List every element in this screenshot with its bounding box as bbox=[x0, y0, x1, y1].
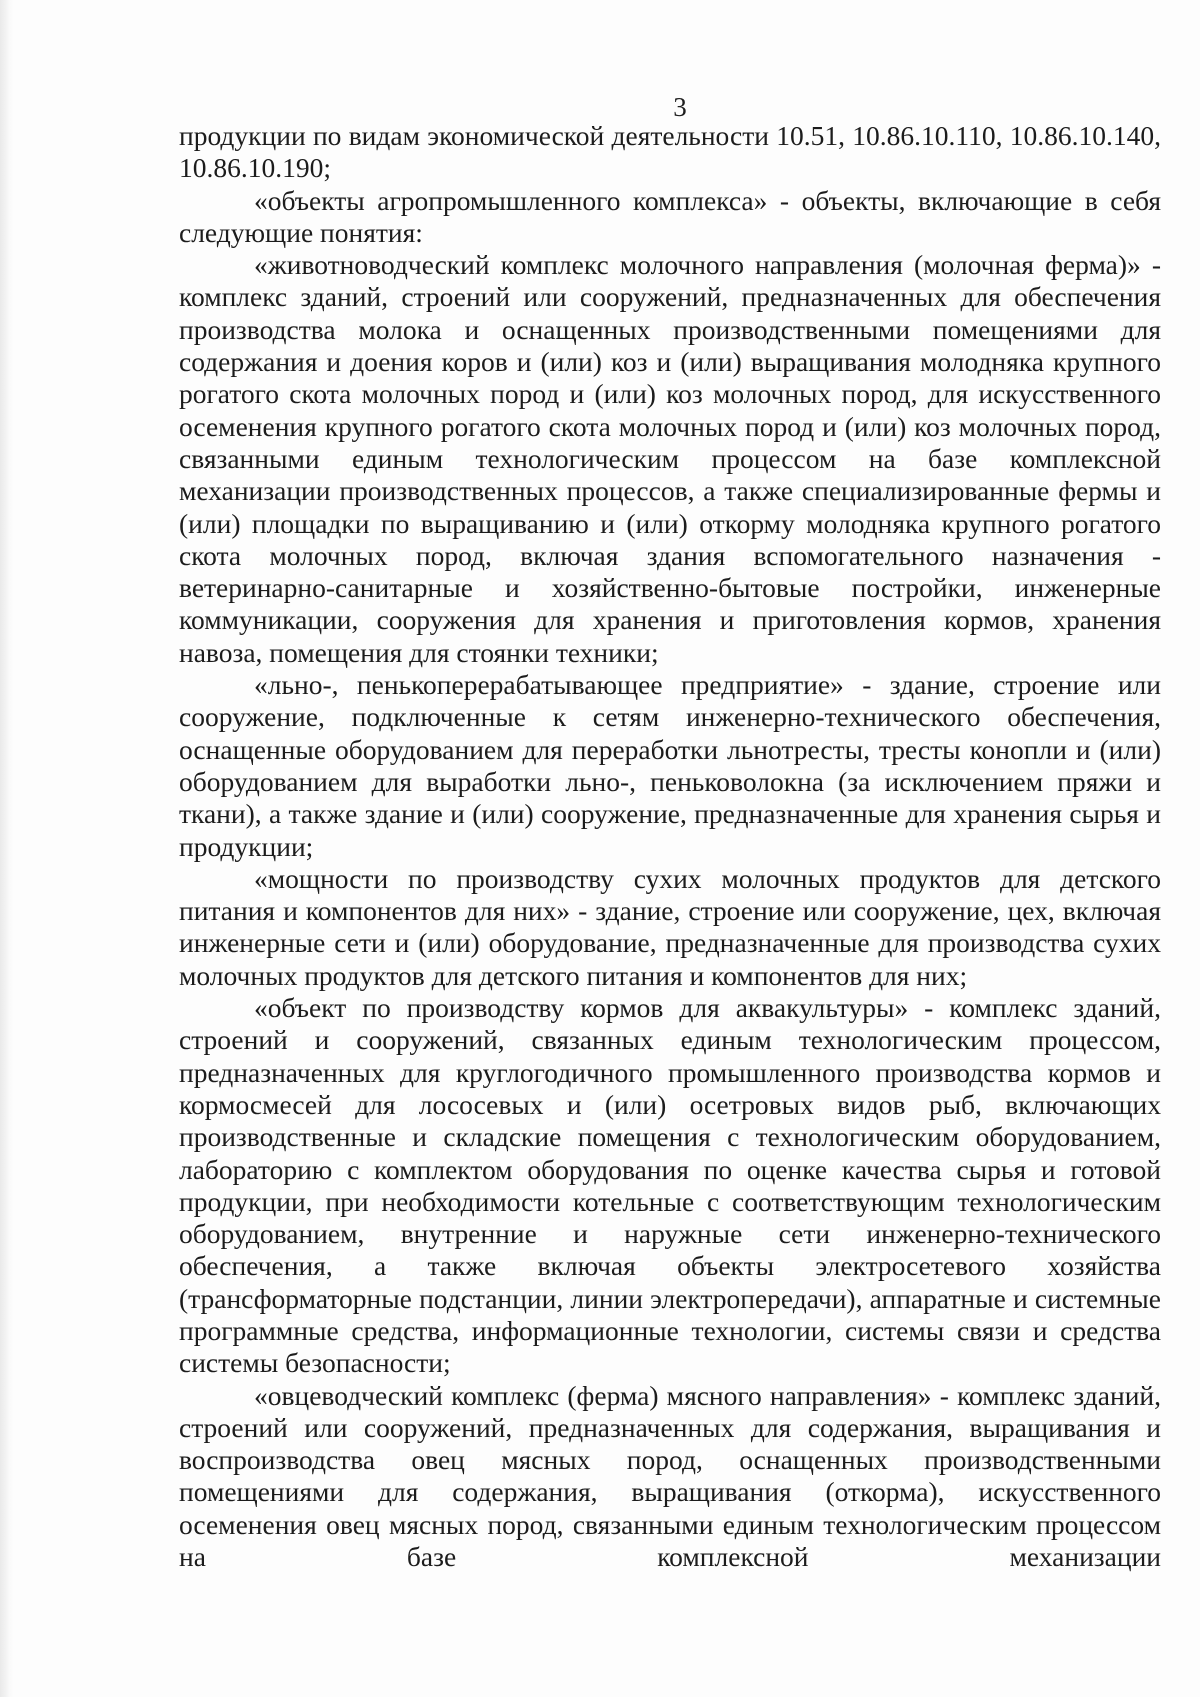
paragraph-dry-milk-capacity-definition: «мощности по производству сухих молочных продуктов для детского питания и компонентов для них» - здание, строение или сооружение, цех, включая инженерные сети и (или) оборудование, предназначенные для производства сухих молочных продуктов для детского питания и компонентов для них; bbox=[179, 862, 1161, 991]
paragraph-sheep-complex-definition: «овцеводческий комплекс (ферма) мясного направления» - комплекс зданий, строений или сооружений, предназначенных для содержания, выращивания и воспроизводства овец мясных пород, оснащенных производственными помещениями для содержания, выращивания (откорма), искусственного осеменения овец мясных пород, связанными единым технологическим процессом на базе комплексной механизации bbox=[179, 1379, 1161, 1573]
paragraph-flax-hemp-enterprise-definition: «льно-, пенькоперерабатывающее предприятие» - здание, строение или сооружение, подключенные к сетям инженерно-технического обеспечения, оснащенные оборудованием для переработки льнотресты, тресты конопли и (или) оборудованием для выработки льно-, пеньковолокна (за исключением пряжи и ткани), а также здание и (или) сооружение, предназначенные для хранения сырья и продукции; bbox=[179, 669, 1161, 862]
paragraph-continuation: продукции по видам экономической деятельности 10.51, 10.86.10.110, 10.86.10.140, 10.86.10.190; bbox=[179, 120, 1161, 184]
paragraph-aquaculture-feed-definition: «объект по производству кормов для аквакультуры» - комплекс зданий, строений и сооружений, связанных единым технологическим процессом, предназначенных для круглогодичного промышленного производства кормов и кормосмесей для лососевых и (или) осетровых видов рыб, включающих производственные и складские помещения с технологическим оборудованием, лабораторию с комплектом оборудования по оценке качества сырья и готовой продукции, при необходимости котельные с соответствующим технологическим оборудованием, внутренние и наружные сети инженерно-технического обеспечения, а также включая объекты электросетевого хозяйства (трансформаторные подстанции, линии электропередачи), аппаратные и системные программные средства, информационные технологии, системы связи и средства системы безопасности; bbox=[179, 992, 1161, 1379]
scan-edge-shadow bbox=[0, 0, 14, 1697]
page-number: 3 bbox=[673, 92, 687, 122]
paragraph-agro-objects-definition: «объекты агропромышленного комплекса» - объекты, включающие в себя следующие понятия: bbox=[179, 184, 1161, 248]
paragraph-dairy-complex-definition: «животноводческий комплекс молочного направления (молочная ферма)» - комплекс зданий, строений или сооружений, предназначенных для обеспечения производства молока и оснащенных производственными помещениями для содержания и доения коров и (или) коз и (или) выращивания молодняка крупного рогатого скота молочных пород и (или) коз молочных пород, для искусственного осеменения крупного рогатого скота молочных пород и (или) коз молочных пород, связанными единым технологическим процессом на базе комплексной механизации производственных процессов, а также специализированные фермы и (или) площадки по выращиванию и (или) откорму молодняка крупного рогатого скота молочных пород, включая здания вспомогательного назначения - ветеринарно-санитарные и хозяйственно-бытовые постройки, инженерные коммуникации, сооружения для хранения и приготовления кормов, хранения навоза, помещения для стоянки техники; bbox=[179, 249, 1161, 668]
document-body bbox=[179, 120, 1161, 1573]
